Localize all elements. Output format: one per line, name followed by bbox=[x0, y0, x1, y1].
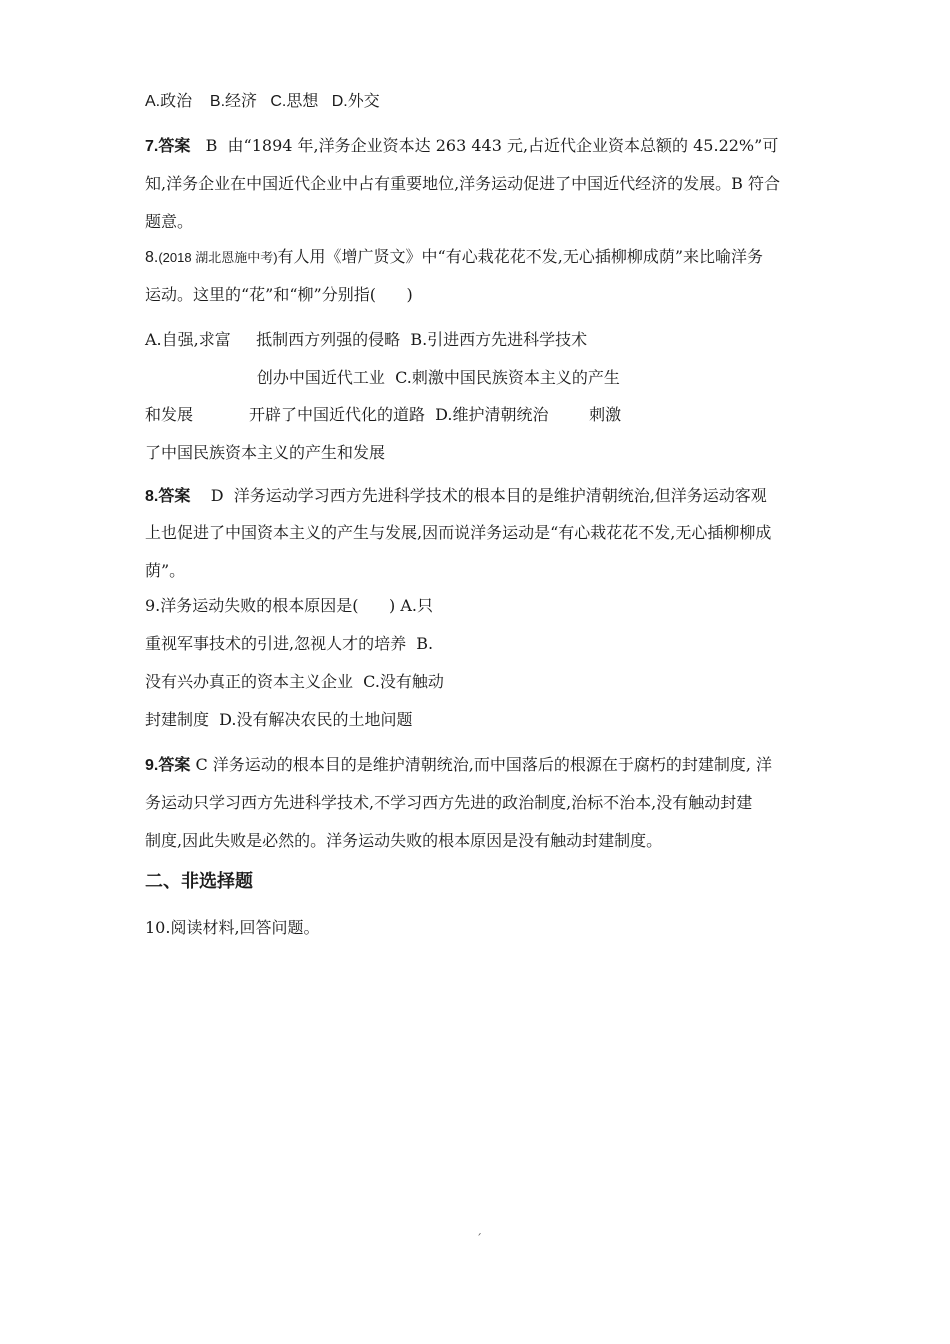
question-9-line-3: 没有兴办真正的资本主义企业 C.没有触动 bbox=[145, 672, 444, 691]
answer-9-line-2: 务运动只学习西方先进科学技术,不学习西方先进的政治制度,治标不治本,没有触动封建 bbox=[145, 793, 753, 812]
answer-7-line-2: 知,洋务企业在中国近代企业中占有重要地位,洋务运动促进了中国近代经济的发展。B 符合 bbox=[145, 174, 781, 193]
page-mark: ˊ bbox=[476, 1232, 482, 1246]
question-8-options-1: A.自强,求富 抵制西方列强的侵略 B.引进西方先进科学技术 bbox=[145, 330, 588, 349]
answer-7-label: 7.答案 bbox=[145, 138, 191, 155]
question-8-number: 8. bbox=[145, 249, 159, 266]
question-8-line-2: 运动。这里的“花”和“柳”分别指( ) bbox=[145, 285, 413, 304]
question-8-stem-1: 有人用《增广贤文》中“有心栽花花不发,无心插柳柳成荫”来比喻洋务 bbox=[277, 247, 763, 266]
answer-9-line-3: 制度,因此失败是必然的。洋务运动失败的根本原因是没有触动封建制度。 bbox=[145, 831, 663, 850]
question-9-line-2: 重视军事技术的引进,忽视人才的培养 B. bbox=[145, 634, 434, 653]
question-10-line-1: 10.阅读材料,回答问题。 bbox=[145, 918, 320, 937]
answer-8-line-1 bbox=[145, 486, 767, 507]
q6-options: A.政治 B.经济 C.思想 D.外交 bbox=[145, 93, 380, 110]
answer-7-text-1: B 由“1894 年,洋务企业资本达 263 443 元,占近代企业资本总额的 45.22%”可 bbox=[190, 136, 779, 155]
question-8-line-1 bbox=[145, 247, 763, 268]
answer-9-label: 9.答案 bbox=[145, 757, 191, 774]
question-8-options-4: 了中国民族资本主义的产生和发展 bbox=[145, 443, 386, 462]
answer-8-label: 8.答案 bbox=[145, 488, 191, 505]
answer-8-text-1: D 洋务运动学习西方先进科学技术的根本目的是维护清朝统治,但洋务运动客观 bbox=[190, 486, 767, 505]
question-8-source: (2018 湖北恩施中考) bbox=[158, 250, 278, 265]
answer-7-line-3: 题意。 bbox=[145, 212, 194, 231]
answer-9-text-1: C 洋务运动的根本目的是维护清朝统治,而中国落后的根源在于腐朽的封建制度, 洋 bbox=[190, 755, 773, 774]
answer-9-line-1 bbox=[145, 755, 772, 776]
answer-8-line-2: 上也促进了中国资本主义的产生与发展,因而说洋务运动是“有心栽花花不发,无心插柳柳成 bbox=[145, 523, 772, 542]
answer-7-line-1 bbox=[145, 136, 778, 157]
question-8-options-3: 和发展 开辟了中国近代化的道路 D.维护清朝统治 刺激 bbox=[145, 405, 622, 424]
question-8-options-2: 创办中国近代工业 C.刺激中国民族资本主义的产生 bbox=[145, 368, 620, 387]
section-heading: 二、非选择题 bbox=[145, 871, 253, 891]
question-9-line-4: 封建制度 D.没有解决农民的土地问题 bbox=[145, 710, 413, 729]
answer-8-line-3: 荫”。 bbox=[145, 561, 186, 580]
question-9-line-1: 9.洋务运动失败的根本原因是( ) A.只 bbox=[145, 596, 433, 615]
